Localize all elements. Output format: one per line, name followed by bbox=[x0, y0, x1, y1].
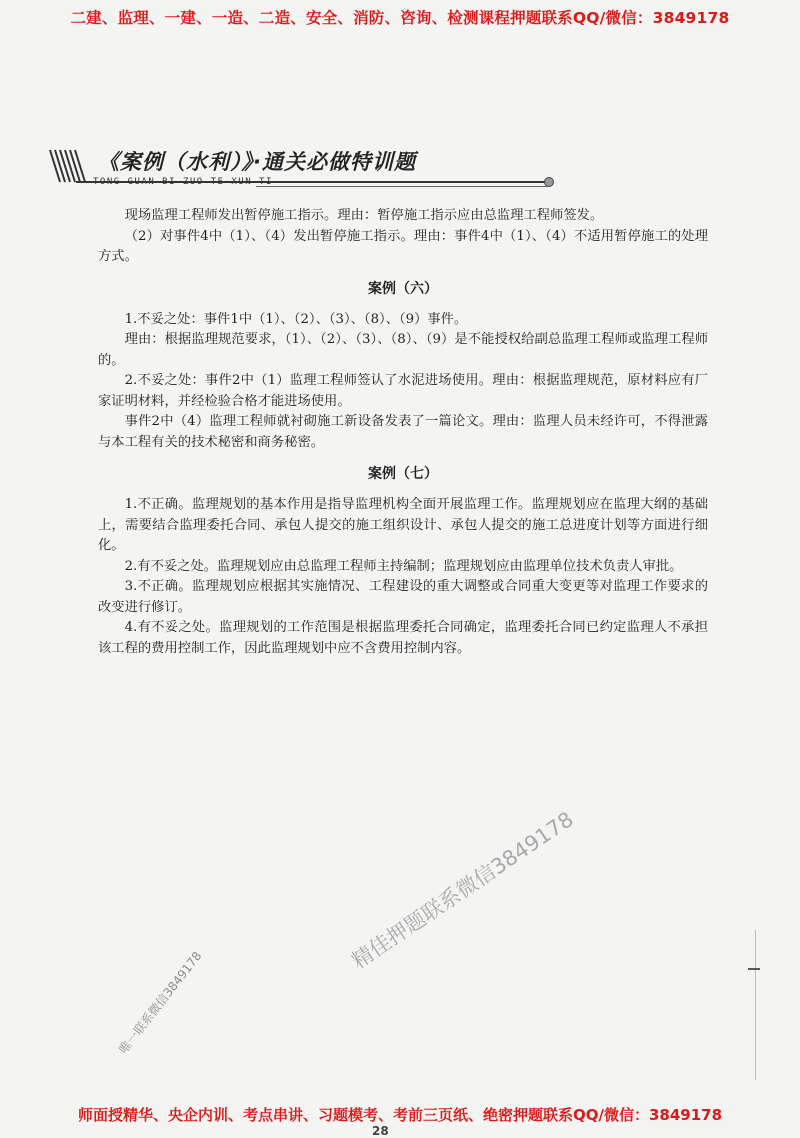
paragraph: 事件2中（4）监理工程师就衬砌施工新设备发表了一篇论文。理由：监理人员未经许可，不得泄露与本工程有关的技术秘密和商务秘密。 bbox=[98, 414, 708, 450]
paragraph: 4.有不妥之处。监理规划的工作范围是根据监理委托合同确定，监理委托合同已约定监理人不承担该工程的费用控制工作，因此监理规划中应不含费用控制内容。 bbox=[98, 620, 708, 656]
page-number: 28 bbox=[372, 1124, 389, 1138]
book-section-header bbox=[46, 144, 566, 190]
page-edge-mark bbox=[748, 968, 760, 970]
paragraph: 现场监理工程师发出暂停施工指示。理由：暂停施工指示应由总监理工程师签发。 bbox=[124, 208, 604, 223]
page-content bbox=[98, 206, 708, 659]
paragraph: （2）对事件4中（1）、（4）发出暂停施工指示。理由：事件4中（1）、（4）不适用暂停施工的处理方式。 bbox=[98, 228, 708, 264]
header-subtitle: TONG GUAN BI ZUO TE XUN TI bbox=[93, 177, 273, 187]
watermark-main: 精佳押题联系微信3849178 bbox=[347, 807, 578, 974]
page-edge-line bbox=[755, 930, 756, 1080]
paragraph: 3.不正确。监理规划应根据其实施情况、工程建设的重大调整或合同重大变更等对监理工作要求的改变进行修订。 bbox=[98, 579, 708, 615]
header-title: 《案例（水利）》·通关必做特训题 bbox=[98, 150, 416, 174]
bottom-ad-banner: 师面授精华、央企内训、考点串讲、习题模考、考前三页纸、绝密押题联系QQ/微信：3849178 bbox=[77, 1106, 723, 1124]
top-ad-banner: 二建、监理、一建、一造、二造、安全、消防、咨询、检测课程押题联系QQ/微信：3849178 bbox=[70, 9, 730, 27]
watermark-small: 唯一联系微信3849178 bbox=[116, 948, 205, 1057]
case-heading: 案例（七） bbox=[368, 466, 438, 482]
paragraph: 理由：根据监理规范要求，（1）、（2）、（3）、（8）、（9）是不能授权给副总监理工程师或监理工程师的。 bbox=[98, 332, 708, 368]
paragraph: 2.不妥之处：事件2中（1）监理工程师签认了水泥进场使用。理由：根据监理规范，原材料应有厂家证明材料，并经检验合格才能进场使用。 bbox=[98, 373, 708, 409]
paragraph: 1.不正确。监理规划的基本作用是指导监理机构全面开展监理工作。监理规划应在监理大纲的基础上，需要结合监理委托合同、承包人提交的施工组织设计、承包人提交的施工总进度计划等方面进行细化。 bbox=[98, 497, 708, 553]
paragraph: 2.有不妥之处。监理规划应由总监理工程师主持编制；监理规划应由监理单位技术负责人审批。 bbox=[124, 558, 683, 574]
header-dot-icon bbox=[544, 177, 554, 187]
paragraph: 1.不妥之处：事件1中（1）、（2）、（3）、（8）、（9）事件。 bbox=[124, 311, 468, 327]
case-heading: 案例（六） bbox=[368, 280, 438, 297]
header-rule-thin bbox=[256, 186, 548, 187]
